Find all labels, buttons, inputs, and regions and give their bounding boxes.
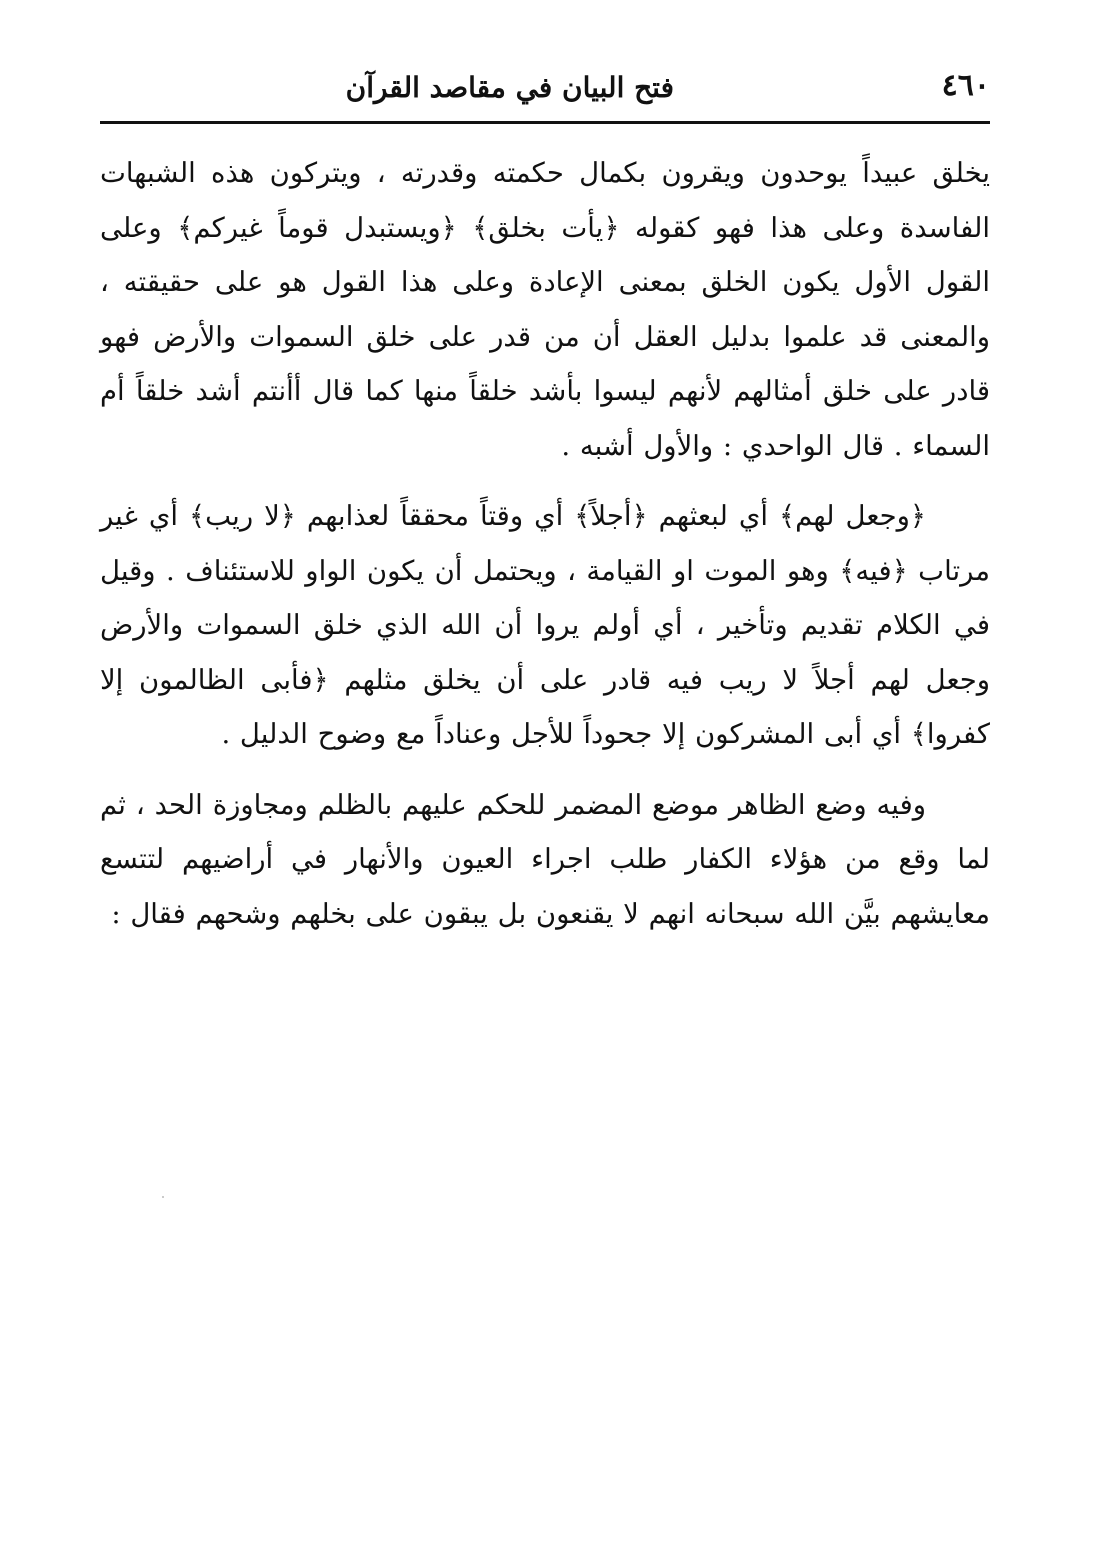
page-number: ٤٦٠ — [941, 68, 990, 103]
header-rule — [100, 121, 990, 124]
paragraph-3: وفيه وضع الظاهر موضع المضمر للحكم عليهم بالظلم ومجاوزة الحد ، ثم لما وقع من هؤلاء الكفار طلب اجراء العيون والأنهار في أراضيهم لتتسع معايشهم بيَّن الله سبحانه انهم لا يقنعون بل يبقون على بخلهم وشحهم فقال : — [100, 788, 990, 930]
page-header — [100, 64, 990, 122]
paragraph-1: يخلق عبيداً يوحدون ويقرون بكمال حكمته وقدرته ، ويتركون هذه الشبهات الفاسدة وعلى هذا فهو كقوله ﴿يأت بخلق﴾ ﴿ويستبدل قوماً غيركم﴾ وعلى القول الأول يكون الخلق بمعنى الإعادة وعلى هذا القول هو على حقيقته ، والمعنى قد علموا بدليل العقل أن من قدر على خلق السموات والأرض فهو قادر على خلق أمثالهم لأنهم ليسوا بأشد خلقاً منها كما قال أأنتم أشد خلقاً أم السماء . قال الواحدي : والأول أشبه . — [100, 157, 990, 462]
running-title: فتح البيان في مقاصد القرآن — [345, 71, 674, 104]
paragraph-2: ﴿وجعل لهم﴾ أي لبعثهم ﴿أجلاً﴾ أي وقتاً محققاً لعذابهم ﴿لا ريب﴾ أي غير مرتاب ﴿فيه﴾ وهو الموت او القيامة ، ويحتمل أن يكون الواو للاستئناف . وقيل في الكلام تقديم وتأخير ، أي أولم يروا أن الله الذي خلق السموات والأرض وجعل لهم أجلاً لا ريب فيه قادر على أن يخلق مثلهم ﴿فأبى الظالمون إلا كفروا﴾ أي أبى المشركون إلا جحوداً للأجل وعناداً مع وضوح الدليل . — [100, 500, 990, 750]
scan-speck — [162, 1196, 164, 1198]
body-text — [100, 146, 990, 941]
